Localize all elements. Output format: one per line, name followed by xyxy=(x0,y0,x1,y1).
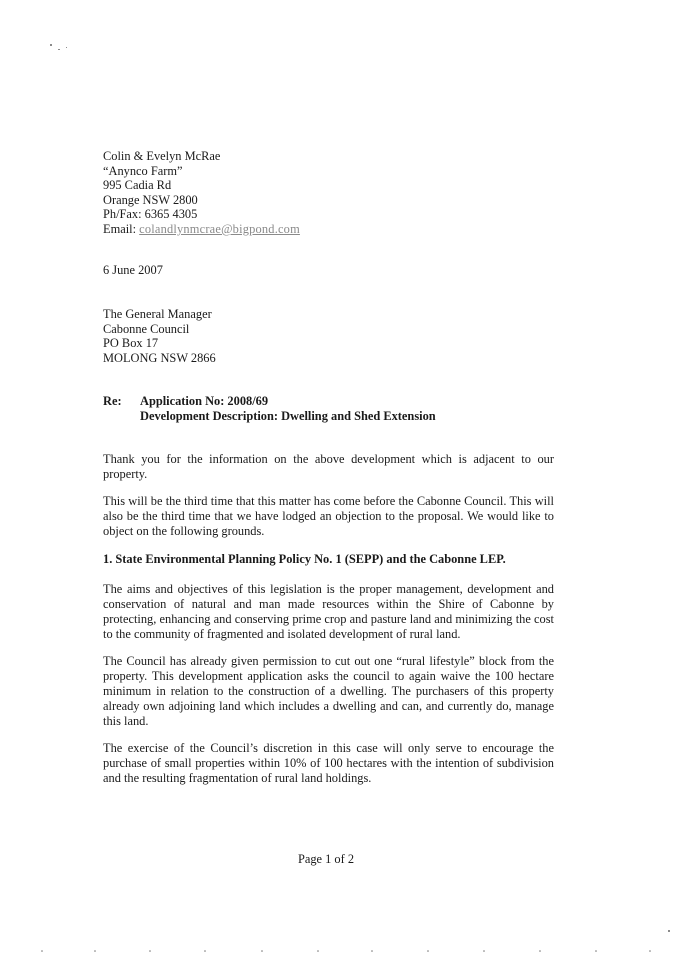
paragraph-intro: Thank you for the information on the above development which is adjacent to our property. xyxy=(103,452,554,481)
re-subject xyxy=(140,394,436,423)
scan-speck xyxy=(66,47,67,48)
scan-edge-marks xyxy=(0,949,676,953)
paragraph-permission: The Council has already given permission to cut out one “rural lifestyle” block from the property. This development application asks the council to again waive the 100 hectare minimum in relation to the construction of a dwelling. The purchasers of this property already own adjoining land which includes a dwelling and can, and currently do, manage this land. xyxy=(103,654,554,728)
sender-street: 995 Cadia Rd xyxy=(103,178,172,193)
re-application: Application No: 2008/69 xyxy=(140,394,269,408)
recipient-box: PO Box 17 xyxy=(103,336,159,351)
recipient-town: MOLONG NSW 2866 xyxy=(103,350,216,365)
sender-town: Orange NSW 2800 xyxy=(103,192,198,207)
sender-email-line xyxy=(103,222,555,237)
sender-name: Colin & Evelyn McRae xyxy=(103,149,221,163)
paragraph-discretion: The exercise of the Council’s discretion in this case will only serve to encourage the purchase of small properties within 10% of 100 hectares with the intention of subdivision and the resulting fragmentation of rural land holdings. xyxy=(103,741,554,785)
recipient-title: The General Manager xyxy=(103,307,212,321)
sender-email-link[interactable]: colandlynmcrae@bigpond.com xyxy=(139,221,300,236)
paragraph-aims: The aims and objectives of this legislation is the proper management, development and conservation of natural and man made resources within the Shire of Cabonne by protecting, enhancing and conserving prime crop and pasture land and minimizing the cost to the community of fragmented and isolated development of rural land. xyxy=(103,582,554,641)
scan-speck xyxy=(668,930,670,932)
sender-address xyxy=(103,149,555,237)
re-description: Development Description: Dwelling and Shed Extension xyxy=(140,408,436,423)
scan-speck xyxy=(50,44,52,46)
scan-speck xyxy=(58,49,60,50)
re-label: Re: xyxy=(103,394,122,408)
sender-farm: “Anynco Farm” xyxy=(103,163,183,178)
paragraph-objection: This will be the third time that this matter has come before the Cabonne Council. This will also be the third time that we have lodged an objection to the proposal. We would like to object on the following grounds. xyxy=(103,494,554,538)
recipient-org: Cabonne Council xyxy=(103,321,190,336)
date-text: 6 June 2007 xyxy=(103,263,163,277)
sender-phone: Ph/Fax: 6365 4305 xyxy=(103,207,198,222)
letter-date xyxy=(103,263,555,278)
sender-email-label: Email: xyxy=(103,221,140,236)
section-heading-1: 1. State Environmental Planning Policy No. 1 (SEPP) and the Cabonne LEP. xyxy=(103,552,506,566)
recipient-address xyxy=(103,307,555,365)
page-number: Page 1 of 2 xyxy=(297,852,355,866)
